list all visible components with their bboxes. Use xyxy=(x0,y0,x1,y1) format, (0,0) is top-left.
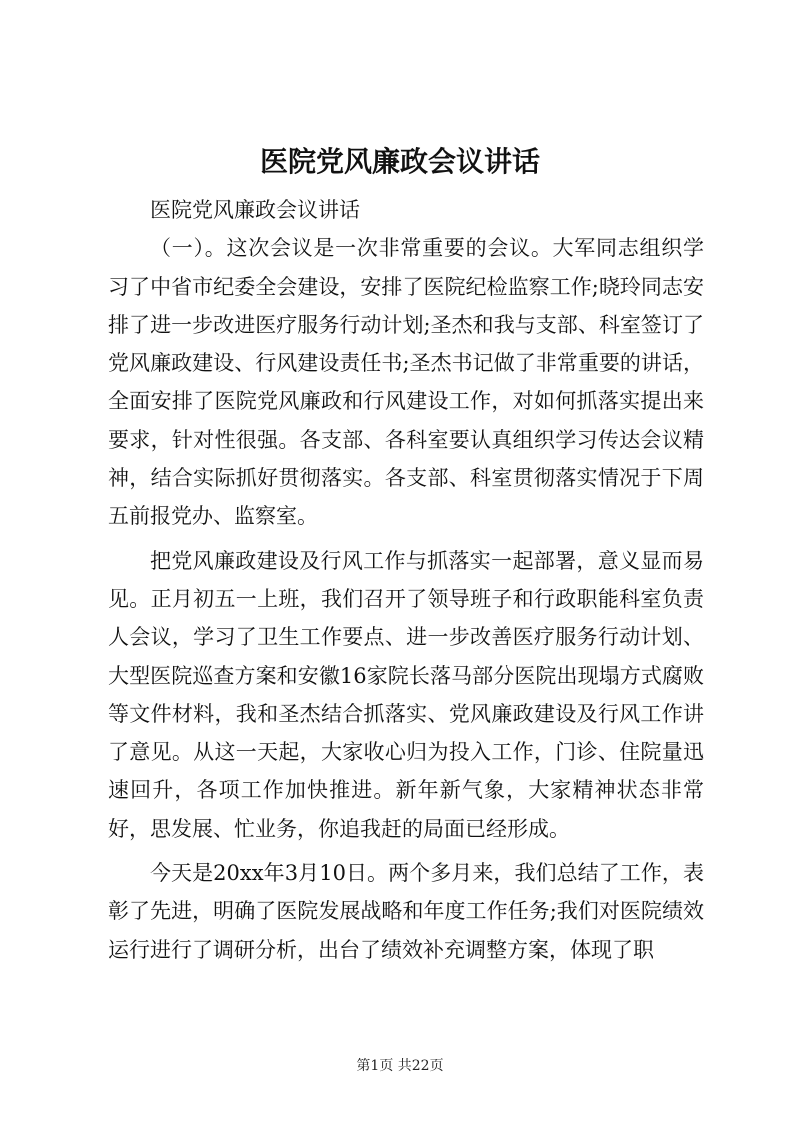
page-number-footer: 第1页 共22页 xyxy=(356,1058,444,1074)
subtitle-paragraph: 医院党风廉政会议讲话 xyxy=(150,198,360,222)
document-body xyxy=(108,191,704,969)
body-paragraph-2: 把党风廉政建设及行风工作与抓落实一起部署，意义显而易见。正月初五一上班，我们召开了领导班子和行政职能科室负责人会议，学习了卫生工作要点、进一步改善医疗服务行动计划、大型医院巡查方案和安徽16家院长落马部分医院出现塌方式腐败等文件材料，我和圣杰结合抓落实、党风廉政建设及行风工作讲了意见。从这一天起，大家收心归为投入工作，门诊、住院量迅速回升，各项工作加快推进。新年新气象，大家精神状态非常好，思发展、忙业务，你追我赶的局面已经形成。 xyxy=(108,548,704,841)
document-title: 医院党风廉政会议讲话 xyxy=(259,145,540,178)
body-paragraph-3: 今天是20xx年3月10日。两个多月来，我们总结了工作，表彰了先进，明确了医院发展战略和年度工作任务;我们对医院绩效运行进行了调研分析，出台了绩效补充调整方案，体现了职 xyxy=(108,861,704,962)
body-paragraph-1: （一）。这次会议是一次非常重要的会议。大军同志组织学习了中省市纪委全会建设，安排了医院纪检监察工作;晓玲同志安排了进一步改进医疗服务行动计划;圣杰和我与支部、科室签订了党风廉政建设、行风建设责任书;圣杰书记做了非常重要的讲话，全面安排了医院党风廉政和行风建设工作，对如何抓落实提出来要求，针对性很强。各支部、各科室要认真组织学习传达会议精神，结合实际抓好贯彻落实。各支部、科室贯彻落实情况于下周五前报党办、监察室。 xyxy=(108,236,704,529)
